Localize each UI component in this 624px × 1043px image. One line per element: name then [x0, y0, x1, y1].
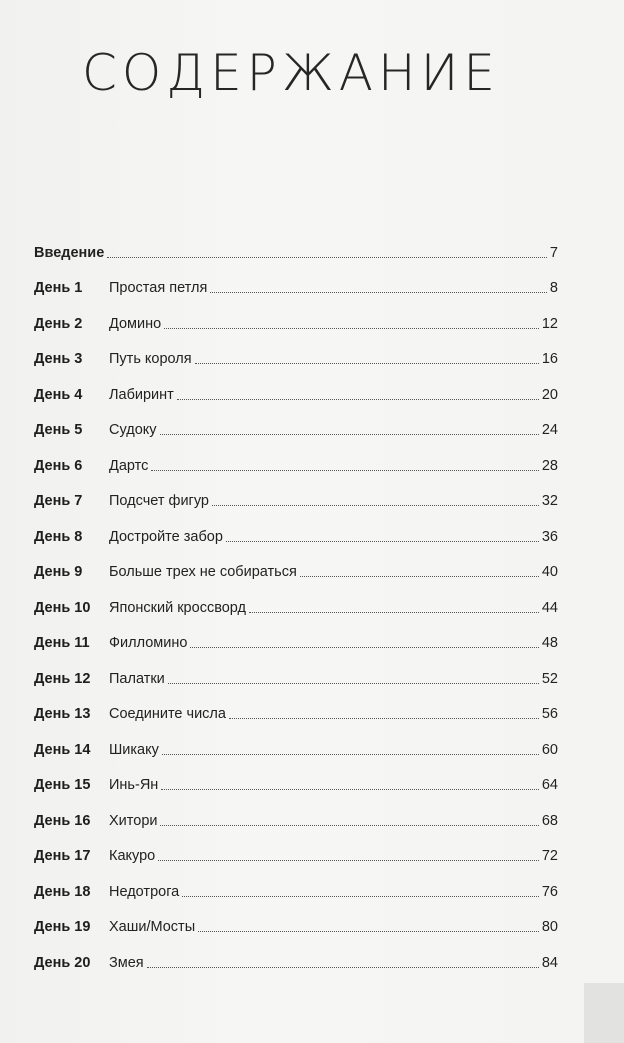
toc-entry-title: Больше трех не собираться	[109, 564, 297, 580]
toc-day-label: День 6	[34, 457, 83, 474]
toc-page-number: 24	[541, 422, 558, 438]
toc-entry-title: Хаши/Мосты	[109, 919, 196, 935]
toc-entry	[34, 510, 558, 546]
toc-entry	[34, 901, 558, 937]
dot-leader	[300, 575, 539, 577]
toc-entry-title: Лабиринт	[109, 386, 174, 403]
toc-entry-title: Судоку	[109, 422, 157, 438]
toc-entry-title: Достройте забор	[109, 528, 223, 545]
toc-day-label: День 2	[34, 315, 83, 332]
toc-page-number: 32	[541, 493, 558, 509]
toc-page-number: 40	[541, 564, 558, 580]
toc-entry-title: Простая петля	[109, 280, 208, 296]
toc-entry	[34, 368, 558, 404]
toc-entry	[34, 262, 558, 298]
dot-leader	[249, 611, 539, 613]
dot-leader	[160, 824, 538, 826]
dot-leader	[162, 753, 539, 755]
toc-entry	[34, 759, 558, 795]
toc-page-number: 68	[541, 812, 558, 829]
toc-page-number: 64	[541, 777, 558, 793]
toc-entry	[34, 546, 558, 582]
dot-leader	[160, 433, 539, 435]
toc-page-number: 36	[541, 528, 558, 545]
toc-entry	[34, 936, 558, 972]
toc-entry	[34, 439, 558, 475]
toc-day-label: День 1	[34, 280, 83, 296]
toc-entry-title: Японский кроссворд	[109, 599, 246, 616]
dot-leader	[168, 682, 539, 684]
toc-page-number: 16	[541, 351, 558, 367]
toc-day-label: День 3	[34, 351, 83, 367]
toc-page-number: 80	[541, 919, 558, 935]
toc-page-number: 72	[541, 848, 558, 864]
table-of-contents	[34, 226, 558, 972]
toc-entry	[34, 794, 558, 830]
toc-entry-title: Дартс	[109, 457, 149, 474]
toc-page-number: 52	[541, 670, 558, 687]
toc-entry	[34, 475, 558, 511]
toc-day-label: День 8	[34, 528, 83, 545]
dot-leader	[195, 362, 539, 364]
dot-leader	[164, 327, 539, 329]
dot-leader	[107, 256, 547, 258]
dot-leader	[147, 966, 539, 968]
dot-leader	[177, 398, 539, 400]
toc-entry-title: Какуро	[109, 848, 156, 864]
toc-page-number: 12	[541, 315, 558, 332]
toc-entry	[34, 617, 558, 653]
dot-leader	[210, 291, 547, 293]
dot-leader	[158, 859, 539, 861]
toc-day-label: День 16	[34, 812, 91, 829]
toc-entry-title: Палатки	[109, 670, 165, 687]
toc-page-number: 84	[541, 954, 558, 971]
toc-entry	[34, 865, 558, 901]
toc-entry	[34, 297, 558, 333]
dot-leader	[229, 717, 539, 719]
toc-entry	[34, 333, 558, 369]
toc-entry-title: Соедините числа	[109, 706, 226, 722]
toc-day-label: День 9	[34, 564, 83, 580]
toc-day-label: День 11	[34, 635, 90, 651]
toc-entry-title: Недотрога	[109, 883, 180, 900]
dot-leader	[212, 504, 539, 506]
toc-day-label: День 18	[34, 883, 91, 900]
dot-leader	[226, 540, 539, 542]
toc-day-label: День 20	[34, 954, 91, 971]
dot-leader	[190, 646, 538, 648]
toc-day-label: День 15	[34, 777, 91, 793]
toc-entry-title: Инь-Ян	[109, 777, 159, 793]
toc-day-label: День 5	[34, 422, 83, 438]
toc-day-label: День 7	[34, 493, 83, 509]
toc-entry-intro	[34, 226, 558, 262]
toc-day-label: День 10	[34, 599, 91, 616]
dot-leader	[161, 788, 539, 790]
toc-entry-title: Подсчет фигур	[109, 493, 209, 509]
dot-leader	[182, 895, 539, 897]
toc-entry-title: Путь короля	[109, 351, 192, 367]
toc-entry	[34, 723, 558, 759]
toc-page-number: 7	[549, 244, 558, 261]
toc-entry-title: Хитори	[109, 812, 158, 829]
toc-page-number: 48	[541, 635, 558, 651]
toc-entry-title: Филломино	[109, 635, 188, 651]
toc-entry-title: Змея	[109, 954, 144, 971]
toc-entry-title: Домино	[109, 315, 162, 332]
toc-entry	[34, 830, 558, 866]
dot-leader	[198, 930, 539, 932]
page-title: СОДЕРЖАНИЕ	[82, 44, 500, 102]
toc-day-label: День 4	[34, 386, 83, 403]
toc-page-number: 20	[541, 386, 558, 403]
toc-day-label: День 13	[34, 706, 91, 722]
toc-entry	[34, 688, 558, 724]
toc-entry	[34, 581, 558, 617]
toc-page-number: 44	[541, 599, 558, 616]
toc-entry-title: Введение	[34, 244, 105, 261]
toc-page-number: 8	[549, 280, 558, 296]
toc-day-label: День 12	[34, 670, 91, 687]
toc-page-number: 28	[541, 457, 558, 474]
toc-day-label: День 19	[34, 919, 91, 935]
toc-entry	[34, 652, 558, 688]
toc-page-number: 60	[541, 741, 558, 758]
dot-leader	[151, 469, 539, 471]
toc-page-number: 76	[541, 883, 558, 900]
toc-day-label: День 17	[34, 848, 91, 864]
toc-entries	[34, 262, 558, 972]
toc-entry	[34, 404, 558, 440]
toc-entry-title: Шикаку	[109, 741, 159, 758]
page-corner-shadow	[584, 983, 624, 1043]
toc-page-number: 56	[541, 706, 558, 722]
toc-day-label: День 14	[34, 741, 91, 758]
